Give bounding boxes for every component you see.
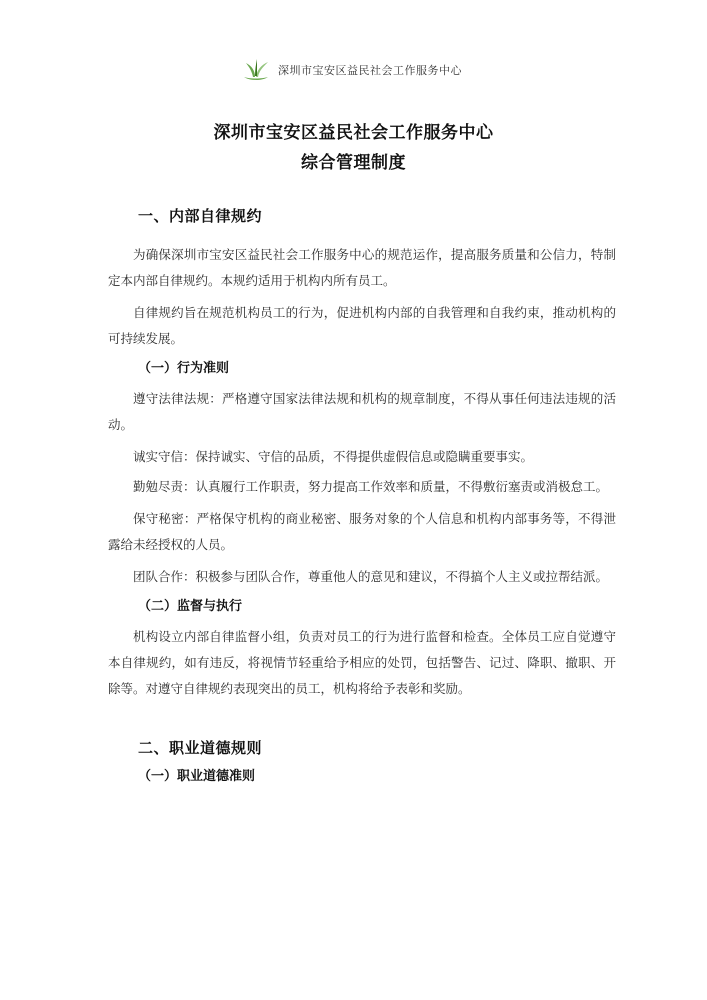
- subsection-heading: （一）职业道德准则: [138, 769, 256, 784]
- section-heading: 一、内部自律规约: [138, 207, 263, 225]
- subsection-heading: （一）行为准则: [138, 361, 230, 376]
- title-line-2: 综合管理制度: [301, 153, 406, 173]
- paragraph: 诚实守信：保持诚实、守信的品质，不得提供虚假信息或隐瞒重要事实。: [133, 449, 534, 464]
- paragraph: 勤勉尽责：认真履行工作职责，努力提高工作效率和质量，不得敷衍塞责或消极怠工。: [133, 479, 609, 494]
- paragraph: 为确保深圳市宝安区益民社会工作服务中心的规范运作，提高服务质量和公信力，特制定本内部自律规约。本规约适用于机构内所有员工。: [108, 247, 616, 288]
- document-title: [0, 118, 707, 178]
- paragraph: 团队合作：积极参与团队合作，尊重他人的意见和建议，不得搞个人主义或拉帮结派。: [133, 569, 609, 584]
- page-header: [240, 56, 462, 84]
- paragraph: 保守秘密：严格保守机构的商业秘密、服务对象的个人信息和机构内部事务等，不得泄露给未经授权的人员。: [108, 511, 616, 552]
- subsection-heading: （二）监督与执行: [138, 599, 243, 614]
- section-heading: 二、职业道德规则: [138, 739, 263, 757]
- paragraph: 机构设立内部自律监督小组，负责对员工的行为进行监督和检查。全体员工应自觉遵守本自律规约，如有违反，将视情节轻重给予相应的处罚，包括警告、记过、降职、撤职、开除等。对遵守自律规约表现突出的员工，机构将给予表彰和奖励。: [108, 629, 616, 696]
- title-line-1: 深圳市宝安区益民社会工作服务中心: [213, 123, 494, 143]
- paragraph: 自律规约旨在规范机构员工的行为，促进机构内部的自我管理和自我约束，推动机构的可持续发展。: [108, 305, 616, 346]
- sprout-logo-icon: [240, 57, 272, 83]
- document-body: [108, 204, 616, 788]
- paragraph: 遵守法律法规：严格遵守国家法律法规和机构的规章制度，不得从事任何违法违规的活动。: [108, 391, 616, 432]
- header-org-name: 深圳市宝安区益民社会工作服务中心: [278, 64, 462, 77]
